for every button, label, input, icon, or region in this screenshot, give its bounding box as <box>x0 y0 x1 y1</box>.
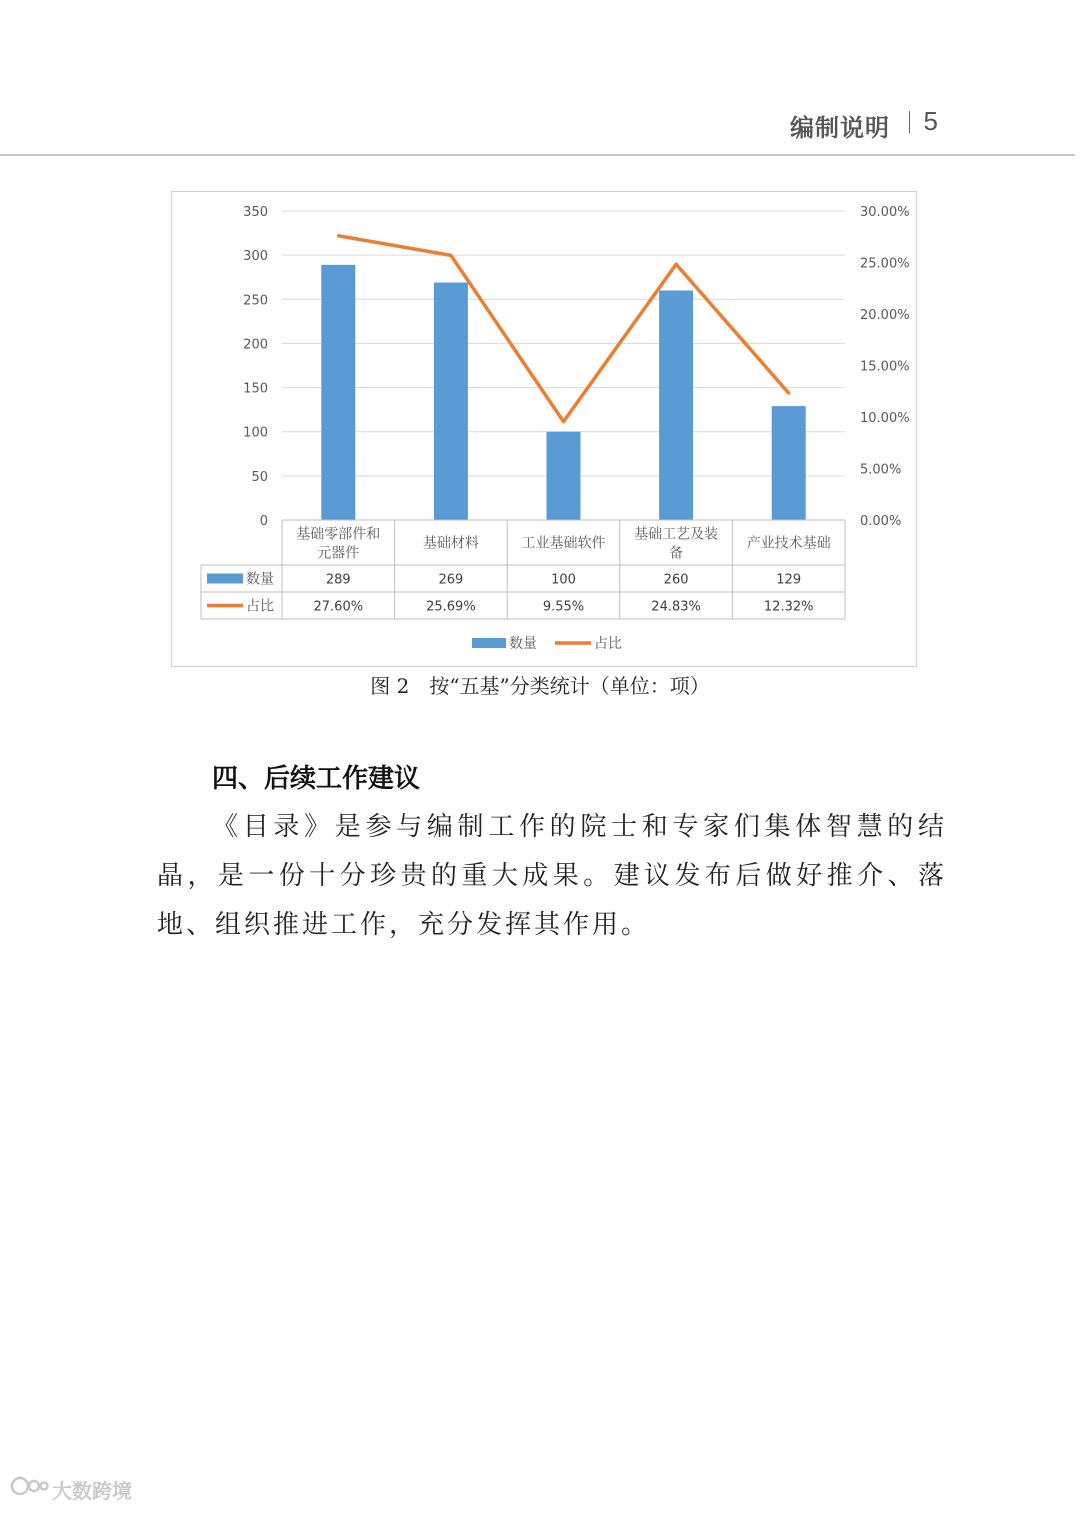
line-point <box>787 392 790 395</box>
line-series <box>338 236 788 422</box>
y-left-tick-label: 0 <box>259 514 268 529</box>
watermark <box>10 1474 132 1504</box>
combo-chart <box>172 192 918 668</box>
header-title: 编制说明 <box>790 114 890 142</box>
legend-bar-key <box>472 638 506 648</box>
data-label: 25.69% <box>426 599 476 615</box>
bar <box>772 406 806 520</box>
header-rule <box>0 154 1075 156</box>
watermark-logo-icon <box>10 1474 50 1503</box>
y-right-tick-label: 10.00% <box>860 411 910 426</box>
line-point <box>562 420 565 423</box>
y-left-tick-label: 150 <box>243 381 268 397</box>
legend-label: 数量 <box>509 636 537 652</box>
y-right-tick-label: 30.00% <box>860 205 910 220</box>
y-left-tick-label: 350 <box>243 205 268 220</box>
table-row-label: 占比 <box>246 598 274 615</box>
bar <box>547 432 581 520</box>
data-label: 260 <box>663 572 689 588</box>
section-paragraph: 《目录》是参与编制工作的院士和专家们集体智慧的结晶，是一份十分珍贵的重大成果。建议发布后做好推介、落地、组织推进工作，充分发挥其作用。 <box>157 812 947 940</box>
data-label: 289 <box>325 572 351 588</box>
category-label: 备 <box>669 545 684 562</box>
category-label: 元器件 <box>317 545 360 562</box>
line-point <box>449 254 452 257</box>
table-row-label: 数量 <box>246 571 274 588</box>
line-point <box>337 234 340 237</box>
category-label: 基础零部件和 <box>296 526 381 543</box>
y-left-tick-label: 300 <box>243 249 268 265</box>
data-label: 269 <box>438 572 464 588</box>
header-separator <box>909 111 910 133</box>
y-left-tick-label: 100 <box>243 425 268 441</box>
section-heading: 四、后续工作建议 <box>212 764 421 794</box>
y-right-tick-label: 15.00% <box>860 359 910 375</box>
y-left-tick-label: 200 <box>243 337 268 353</box>
page-number: 5 <box>923 106 938 136</box>
y-right-tick-label: 25.00% <box>860 256 910 272</box>
watermark-text: 大数跨境 <box>52 1479 132 1503</box>
data-label: 12.32% <box>763 599 814 615</box>
table-legend-bar-key <box>207 574 243 584</box>
category-label: 基础工艺及装 <box>634 526 719 543</box>
data-label: 129 <box>776 572 802 588</box>
data-label: 100 <box>551 572 576 588</box>
category-label: 工业基础软件 <box>521 535 606 552</box>
y-right-tick-label: 5.00% <box>860 462 902 478</box>
data-label: 27.60% <box>313 599 364 615</box>
bar <box>321 265 355 520</box>
bar <box>659 290 693 520</box>
data-label: 9.55% <box>542 599 585 615</box>
figure-caption: 图 2 按“五基”分类统计（单位：项） <box>370 674 710 698</box>
legend-label: 占比 <box>594 636 622 652</box>
bar <box>434 283 468 520</box>
chart-frame <box>171 191 917 667</box>
data-label: 24.83% <box>651 599 701 615</box>
category-label: 基础材料 <box>422 535 479 552</box>
line-point <box>675 263 678 266</box>
y-left-tick-label: 250 <box>243 293 268 309</box>
category-label: 产业技术基础 <box>746 535 831 552</box>
y-right-tick-label: 20.00% <box>860 308 910 323</box>
y-right-tick-label: 0.00% <box>860 514 902 529</box>
y-left-tick-label: 50 <box>251 469 268 485</box>
